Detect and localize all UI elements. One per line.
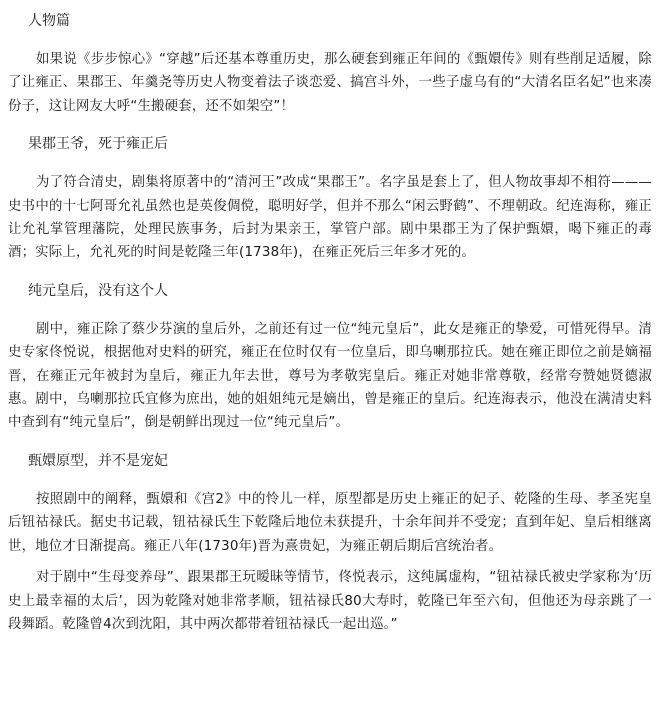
section-heading-characters: 人物篇 xyxy=(28,13,70,29)
section-heading-zhen-huan-prototype: 甄嬛原型，并不是宠妃 xyxy=(28,452,168,469)
paragraph-empress-chunyuan: 剧中，雍正除了蔡少芬演的皇后外，之前还有过一位“纯元皇后”，此女是雍正的挚爱，可惜死得早。清史专家佟悦说，根据他对史料的研究，雍正在位时仅有一位皇后，即乌喇那拉氏。她在雍正即位之前是嫡福晋，在雍正元年被封为皇后，雍正九年去世，尊号为孝敬宪皇后。雍正对她非常尊敬，经常夸赞她贤德淑惠。剧中，乌喇那拉氏宜修为庶出，她的姐姐纯元是嫡出，曾是雍正的皇后。纪连海表示，他没在满清史料中查到有“纯元皇后”，倒是朝鲜出现过一位“纯元皇后”。 xyxy=(8,321,652,431)
paragraph-mother-plot: 对于剧中“生母变养母”、跟果郡王玩暧昧等情节，佟悦表示，这纯属虚构，“钮祜禄氏被史学家称为‘历史上最幸福的太后’，因为乾隆对她非常孝顺，钮祜禄氏80大寿时，乾隆已年至六旬，但他还为母亲跳了一段舞蹈。乾隆曾4次到沈阳，其中两次都带着钮祜禄氏一起出巡。” xyxy=(8,570,652,632)
section-heading-empress-chunyuan: 纯元皇后，没有这个人 xyxy=(28,282,168,299)
paragraph-prince-guo: 为了符合清史，剧集将原著中的“清河王”改成“果郡王”。名字虽是套上了，但人物故事却不相符———史书中的十七阿哥允礼虽然也是英俊倜傥，聪明好学，但并不那么“闲云野鹤”、不理朝政。纪连海称，雍正让允礼掌管理藩院，处理民族事务，后封为果亲王，掌管户部。剧中果郡王为了保护甄嬛，喝下雍正的毒酒；实际上，允礼死的时间是乾隆三年(1738年)，在雍正死后三年多才死的。 xyxy=(8,175,652,261)
paragraph-zhen-huan-prototype: 按照剧中的阐释，甄嬛和《宫2》中的怜儿一样，原型都是历史上雍正的妃子、乾隆的生母、孝圣宪皇后钮祜禄氏。据史书记载，钮祜禄氏生下乾隆后地位未获提升，十余年间并不受宠；直到年妃、皇后相继离世，地位才日渐提高。雍正八年(1730年)晋为熹贵妃，为雍正朝后期后宫统治者。 xyxy=(8,491,652,554)
paragraph-intro: 如果说《步步惊心》“穿越”后还基本尊重历史，那么硬套到雍正年间的《甄嬛传》则有些削足适履，除了让雍正、果郡王、年羹尧等历史人物变着法子谈恋爱、搞宫斗外，一些子虚乌有的“大清名臣名妃”也来凑份子，这让网友大呼“生搬硬套，还不如架空”！ xyxy=(8,52,652,114)
section-heading-prince-guo: 果郡王爷，死于雍正后 xyxy=(28,136,168,153)
